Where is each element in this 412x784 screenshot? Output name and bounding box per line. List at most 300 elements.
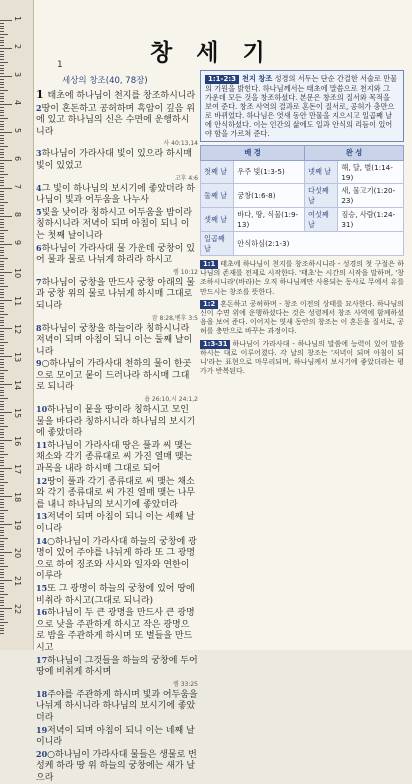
ruler-tick [0,90,8,91]
verse-number: 8 [36,322,42,333]
verse [36,358,198,394]
ruler-tick [0,597,4,598]
ruler-tick [0,412,12,413]
verse-text: 하나님이 가라사대 물 가운데 궁창이 있어 물과 물로 나뉘게 하리라 하시고 [36,243,195,266]
ruler-tick [0,392,4,393]
ruler-tick [0,350,4,351]
ruler-tick [0,241,4,242]
note-title: 천지 창조 [242,74,273,83]
ruler-tick [0,149,4,150]
ruler-tick [0,286,8,287]
ruler-number: 16 [13,436,22,447]
ruler-tick [0,135,4,136]
ruler-tick [0,210,4,211]
ruler-number: 20 [13,548,22,559]
ruler-tick [0,521,4,522]
ruler-tick [0,300,12,301]
ruler-tick [0,59,4,60]
ruler-tick [0,255,4,256]
ruler-tick [0,619,4,620]
ruler-tick [0,202,8,203]
ruler-tick [0,471,4,472]
ruler-tick [0,275,4,276]
ruler-tick [0,51,4,52]
ruler-tick [0,42,4,43]
ruler-tick [0,552,12,553]
verse [36,323,198,359]
cross-reference: 욥 26:10,시 24:1,2 [144,396,198,404]
table-cell: 첫째 날 [201,161,234,184]
ruler-tick [0,476,4,477]
ruler-tick [0,20,12,21]
page-number: 1 [57,60,63,70]
note-body: 태초에 하나님이 천지를 창조하시니라 - 성경의 첫 구절은 하나님의 존재를 전제로 시작한다. '태초'는 시간의 시작을 말하며, '창조하시니라'(바라)는 오직 하나님께만 사용되는 동사로 무에서 유를 만드시는 창조를 뜻한다. [200,260,404,296]
ruler-number: 8 [13,212,22,218]
ruler-tick [0,272,12,273]
ruler-tick [0,236,4,237]
verse-number: 12 [36,475,48,486]
verse [36,148,198,172]
ruler-tick [0,432,4,433]
ruler-tick [0,112,4,113]
verse-number: 6 [36,242,42,253]
ruler-tick [0,219,4,220]
verse [36,536,198,583]
ruler-tick [0,563,4,564]
ruler-tick [0,381,4,382]
ruler-tick [0,196,4,197]
verse-text: 땅이 혼돈하고 공허하며 흑암이 깊음 위에 있고 하나님의 신은 수면에 운행하시니라 [36,103,195,137]
ruler-number: 7 [13,184,22,190]
ruler-tick [0,625,4,626]
ruler-tick [0,331,4,332]
ruler-tick [0,266,4,267]
verse [36,607,198,654]
ruler-tick [0,157,4,158]
ruler-tick [0,233,4,234]
verse [36,689,198,725]
ruler-tick [0,70,4,71]
ruler-tick [0,465,4,466]
ruler-tick [0,185,4,186]
ruler-tick [0,600,4,601]
verse-text: 또 그 광명이 하늘의 궁창에 있어 땅에 비취라 하시고(그대로 되니라) [36,583,195,606]
ruler-number: 21 [13,576,22,587]
verse-text: 하나님이 궁창을 만드사 궁창 아래의 물과 궁창 위의 물로 나뉘게 하시매 그대로 되니라 [36,277,195,311]
ruler-tick [0,208,4,209]
verse-text: 그 빛이 하나님의 보시기에 좋았더라 하나님이 빛과 어두움을 나누사 [36,183,195,206]
verse-number: 17 [36,654,48,665]
ruler-tick [0,121,4,122]
ruler-number: 17 [13,464,22,475]
table-cell: 다섯째 날 [305,184,338,208]
cross-reference: 렘 10:12 [173,268,198,276]
ruler-tick [0,605,4,606]
ruler-tick [0,252,4,253]
ruler-tick [0,283,4,284]
ruler-tick [0,180,4,181]
commentary-note [200,300,404,337]
ruler-tick [0,434,4,435]
ruler-tick [0,454,8,455]
ruler-tick [0,345,4,346]
ruler-tick [0,468,12,469]
ruler-tick [0,356,12,357]
verse-list [36,89,198,784]
ruler-tick [0,482,8,483]
book-title: 창 세 기 [150,39,273,66]
ruler-tick [0,124,4,125]
ruler-tick [0,230,8,231]
ruler-tick [0,376,4,377]
note-tag: 1:1-2:3 [205,75,239,84]
ruler-tick [0,244,12,245]
ruler-tick [0,37,4,38]
table-cell: 새, 물고기(1:20-23) [338,184,404,208]
ruler-tick [0,440,12,441]
verse-number: 15 [36,582,48,593]
verse-text: ○하나님이 가라사대 하늘의 궁창에 광명이 있어 주야를 나뉘게 하라 또 그 광명으로 하여 징조와 사시와 일자와 연한이 이루라 [36,536,197,582]
ruler-tick [0,126,4,127]
ruler-tick [0,62,8,63]
ruler-tick [0,443,4,444]
ruler-tick [0,322,4,323]
ruler-tick [0,146,8,147]
ruler [0,0,34,650]
ruler-tick [0,107,4,108]
ruler-tick [0,370,8,371]
ruler-tick [0,160,12,161]
ruler-tick [0,138,4,139]
ruler-tick [0,104,12,105]
ruler-number: 22 [13,604,22,615]
ruler-tick [0,250,4,251]
ruler-tick [0,524,12,525]
ruler-tick [0,339,4,340]
ruler-number: 5 [13,128,22,134]
ruler-tick [0,34,8,35]
ruler-tick [0,583,4,584]
ruler-tick [0,297,4,298]
ruler-tick [0,294,4,295]
verse-number: 10 [36,404,48,415]
ruler-tick [0,387,4,388]
ruler-tick [0,129,4,130]
ruler-tick [0,510,8,511]
ruler-tick [0,54,4,55]
ruler-tick [0,628,4,629]
ruler-tick [0,79,4,80]
ruler-number: 19 [13,520,22,531]
verse [36,89,198,103]
verse [36,440,198,476]
ruler-tick [0,314,8,315]
ruler-tick [0,199,4,200]
ruler-tick [0,364,4,365]
ruler-tick [0,614,4,615]
table-cell: 일곱째 날 [201,232,234,256]
ruler-tick [0,474,4,475]
note-body: 하나님이 가라사대 - 하나님의 말씀에 능력이 있어 말씀하시는 대로 이루어졌다. 각 날의 창조는 '저녁이 되며 아침이 되니'라는 표현으로 마무리되며, 하나님께서 보시기에 좋았더라는 평가가 반복된다. [200,339,404,376]
verse-text: 태초에 하나님이 천지를 창조하시니라 [47,91,196,101]
ruler-tick [0,152,4,153]
ruler-tick [0,362,4,363]
ruler-tick [0,140,4,141]
verse-text: 빛을 낮이라 칭하시고 어두움을 밤이라 칭하시니라 저녁이 되며 아침이 되니 이는 첫째 날이니라 [36,207,193,241]
ruler-tick [0,264,4,265]
ruler-tick [0,191,4,192]
ruler-number: 10 [13,268,22,279]
ruler-tick [0,238,4,239]
ruler-tick [0,409,4,410]
ruler-tick [0,507,4,508]
ruler-tick [0,462,4,463]
ruler-tick [0,560,4,561]
ruler-tick [0,415,4,416]
ruler-tick [0,390,4,391]
verse [36,277,198,313]
ruler-tick [0,334,4,335]
table-cell: 짐승, 사람(1:24-31) [338,208,404,232]
note-text: 성경의 서두는 단순 간결한 서술로 만물의 기원을 밝힌다. 하나님께서는 태초에 말씀으로 천지와 그 가운데 모든 것을 창조하셨다. 본문은 창조의 질서와 목적을 보여 준다. 창조 사역의 결과로 혼돈이 질서로, 공허가 충만으로 바뀌었다. 하나님은 엿새 동안 만물을 지으시고 일곱째 날에 안식하셨다. 이는 인간의 삶에도 일과 안식의 리듬이 있어야 함을 가르쳐 준다. [205,74,398,138]
ruler-tick [0,188,12,189]
ruler-number: 4 [13,100,22,106]
verse-text: 하나님이 그것들을 하늘의 궁창에 두어 땅에 비취게 하시며 [36,655,198,678]
verse-number: 4 [36,182,42,193]
verse-number: 9 [36,358,42,369]
ruler-tick [0,93,4,94]
table-cell: 둘째 날 [201,184,234,208]
ruler-tick [0,448,4,449]
ruler-tick [0,493,4,494]
ruler-tick [0,303,4,304]
ruler-tick [0,292,4,293]
ruler-tick [0,216,12,217]
verse-number: 2 [36,102,42,113]
table-cell: 넷째 날 [305,161,338,184]
ruler-tick [0,101,4,102]
verse-text: 저녁이 되며 아침이 되니 이는 세째 날이니라 [36,512,195,534]
ruler-tick [0,359,4,360]
ruler-tick [0,538,8,539]
note-tag: 1:2 [200,300,218,309]
commentary-column [200,70,404,642]
ruler-tick [0,45,4,46]
commentary-note [200,260,404,297]
ruler-tick [0,633,4,634]
ruler-tick [0,406,4,407]
ruler-tick [0,110,4,111]
ruler-tick [0,328,12,329]
ruler-tick [0,317,4,318]
ruler-tick [0,572,4,573]
ruler-tick [0,84,4,85]
ruler-tick [0,384,12,385]
ruler-tick [0,611,4,612]
scripture-column [36,70,198,783]
ruler-tick [0,418,4,419]
ruler-number: 12 [13,324,22,335]
verse [36,655,198,679]
ruler-tick [0,527,4,528]
ruler-tick [0,320,4,321]
cross-reference: 고후 4:6 [174,174,198,182]
ruler-tick [0,205,4,206]
verse-number: 5 [36,206,42,217]
ruler-tick [0,132,12,133]
table-row [201,161,404,184]
ruler-tick [0,118,8,119]
verse-text: 하나님이 가라사대 빛이 있으라 하시매 빛이 있었고 [36,149,193,171]
ruler-tick [0,336,4,337]
chapter-number: 1 [36,88,48,101]
ruler-tick [0,457,4,458]
verse-number: 14 [36,535,48,546]
ruler-tick [0,485,4,486]
ruler-tick [0,373,4,374]
verse-text: 주야를 주관하게 하시며 빛과 어두움을 나뉘게 하시니라 하나님의 보시기에 좋았더라 [36,689,198,723]
ruler-tick [0,23,4,24]
verse [36,476,198,512]
ruler-tick [0,446,4,447]
ruler-tick [0,154,4,155]
verse-text: ○하나님이 가라사대 천하의 물이 한곳으로 모이고 뭍이 드러나라 하시매 그대로 되니라 [36,359,192,393]
verse [36,207,198,243]
verse [36,749,198,784]
ruler-tick [0,171,4,172]
ruler-tick [0,82,4,83]
table-row [201,184,404,208]
cross-reference: 잠 8:28,벧후 3:5 [151,314,198,322]
ruler-tick [0,420,4,421]
ruler-tick [0,87,4,88]
ruler-tick [0,353,4,354]
ruler-tick [0,194,4,195]
ruler-tick [0,269,4,270]
ruler-tick [0,398,8,399]
ruler-tick [0,280,4,281]
ruler-number: 2 [13,44,22,50]
verse-number: 7 [36,276,42,287]
ruler-tick [0,426,8,427]
verse-number: 3 [36,148,42,159]
verse [36,725,198,749]
table-row [201,208,404,232]
ruler-tick [0,31,4,32]
ruler-tick [0,325,4,326]
ruler-tick [0,580,12,581]
ruler-tick [0,224,4,225]
cross-reference: 사 40:13,14 [163,140,198,148]
ruler-tick [0,395,4,396]
ruler-tick [0,429,4,430]
verse-text: 하나님이 궁창을 하늘이라 칭하시니라 저녁이 되며 아침이 되니 이는 둘째 날이니라 [36,323,193,357]
ruler-tick [0,98,4,99]
ruler-tick [0,247,4,248]
cross-reference: 렘 33:25 [173,680,198,688]
table-cell: 궁창(1:6-8) [234,184,305,208]
ruler-tick [0,541,4,542]
ruler-tick [0,348,4,349]
ruler-number: 9 [13,240,22,246]
verse-text: 하나님이 뭍을 땅이라 칭하시고 모인 물을 바다라 칭하시니라 하나님의 보시기에 좋았더라 [36,405,196,439]
ruler-tick [0,530,4,531]
ruler-tick [0,73,4,74]
ruler-tick [0,342,8,343]
ruler-tick [0,602,4,603]
ruler-tick [0,48,12,49]
verse [36,404,198,440]
ruler-tick [0,289,4,290]
table-cell: 여섯째 날 [305,208,338,232]
ruler-tick [0,311,4,312]
ruler-tick [0,496,12,497]
ruler-tick [0,174,8,175]
ruler-tick [0,502,4,503]
ruler-number: 18 [13,492,22,503]
ruler-tick [0,490,4,491]
verse-text: ○하나님이 가라사대 물들은 생물로 번성케 하라 땅 위 하늘의 궁창에는 새가 날으라 [36,749,197,783]
table-header: 배 경 [201,146,305,161]
commentary-note [200,340,404,377]
ruler-tick [0,163,4,164]
ruler-tick [0,451,4,452]
ruler-tick [0,549,4,550]
ruler-tick [0,308,4,309]
verse [36,511,198,535]
table-cell: 바다, 땅, 식물(1:9-13) [234,208,305,232]
ruler-tick [0,577,4,578]
verse-text: 하나님이 가라사대 땅은 풀과 씨 맺는 채소와 각기 종류대로 씨 가진 열매 맺는 과목을 내라 하시매 그대로 되어 [36,440,193,475]
ruler-tick [0,261,4,262]
ruler-tick [0,574,4,575]
ruler-tick [0,96,4,97]
table-cell: 우주 빛(1:3-5) [234,161,305,184]
ruler-tick [0,586,4,587]
ruler-number: 13 [13,352,22,363]
table-header: 완 성 [305,146,404,161]
ruler-number: 1 [13,16,22,22]
ruler-tick [0,588,4,589]
ruler-tick [0,516,4,517]
ruler-tick [0,278,4,279]
table-row [201,232,404,256]
ruler-tick [0,423,4,424]
table-cell: 해, 달, 별(1:14-19) [338,161,404,184]
ruler-tick [0,513,4,514]
ruler-tick [0,499,4,500]
ruler-tick [0,76,12,77]
ruler-tick [0,404,4,405]
note-body: 혼돈하고 공허하며 - 창조 이전의 상태를 묘사한다. 하나님의 신이 수면 위에 운행하셨다는 것은 성령께서 창조 사역에 함께하셨음을 보여 준다. 이어지는 엿새 동안의 창조는 이 혼돈을 질서로, 공허를 충만으로 바꾸는 과정이다. [200,299,404,336]
ruler-tick [0,40,4,41]
ruler-tick [0,222,4,223]
ruler-tick [0,532,4,533]
ruler-tick [0,182,4,183]
verse-text: 하나님이 두 큰 광명을 만드사 큰 광명으로 낮을 주관하게 하시고 작은 광명으로 밤을 주관하게 하시며 또 별들을 만드시고 [36,608,195,653]
verse-number: 18 [36,688,48,699]
commentary-box [200,70,404,142]
ruler-tick [0,65,4,66]
ruler-tick [0,594,8,595]
note-tag: 1:1 [200,260,218,269]
verse [36,583,198,607]
ruler-number: 6 [13,156,22,162]
ruler-tick [0,535,4,536]
ruler-tick [0,401,4,402]
creation-table [200,145,404,256]
ruler-tick [0,630,4,631]
